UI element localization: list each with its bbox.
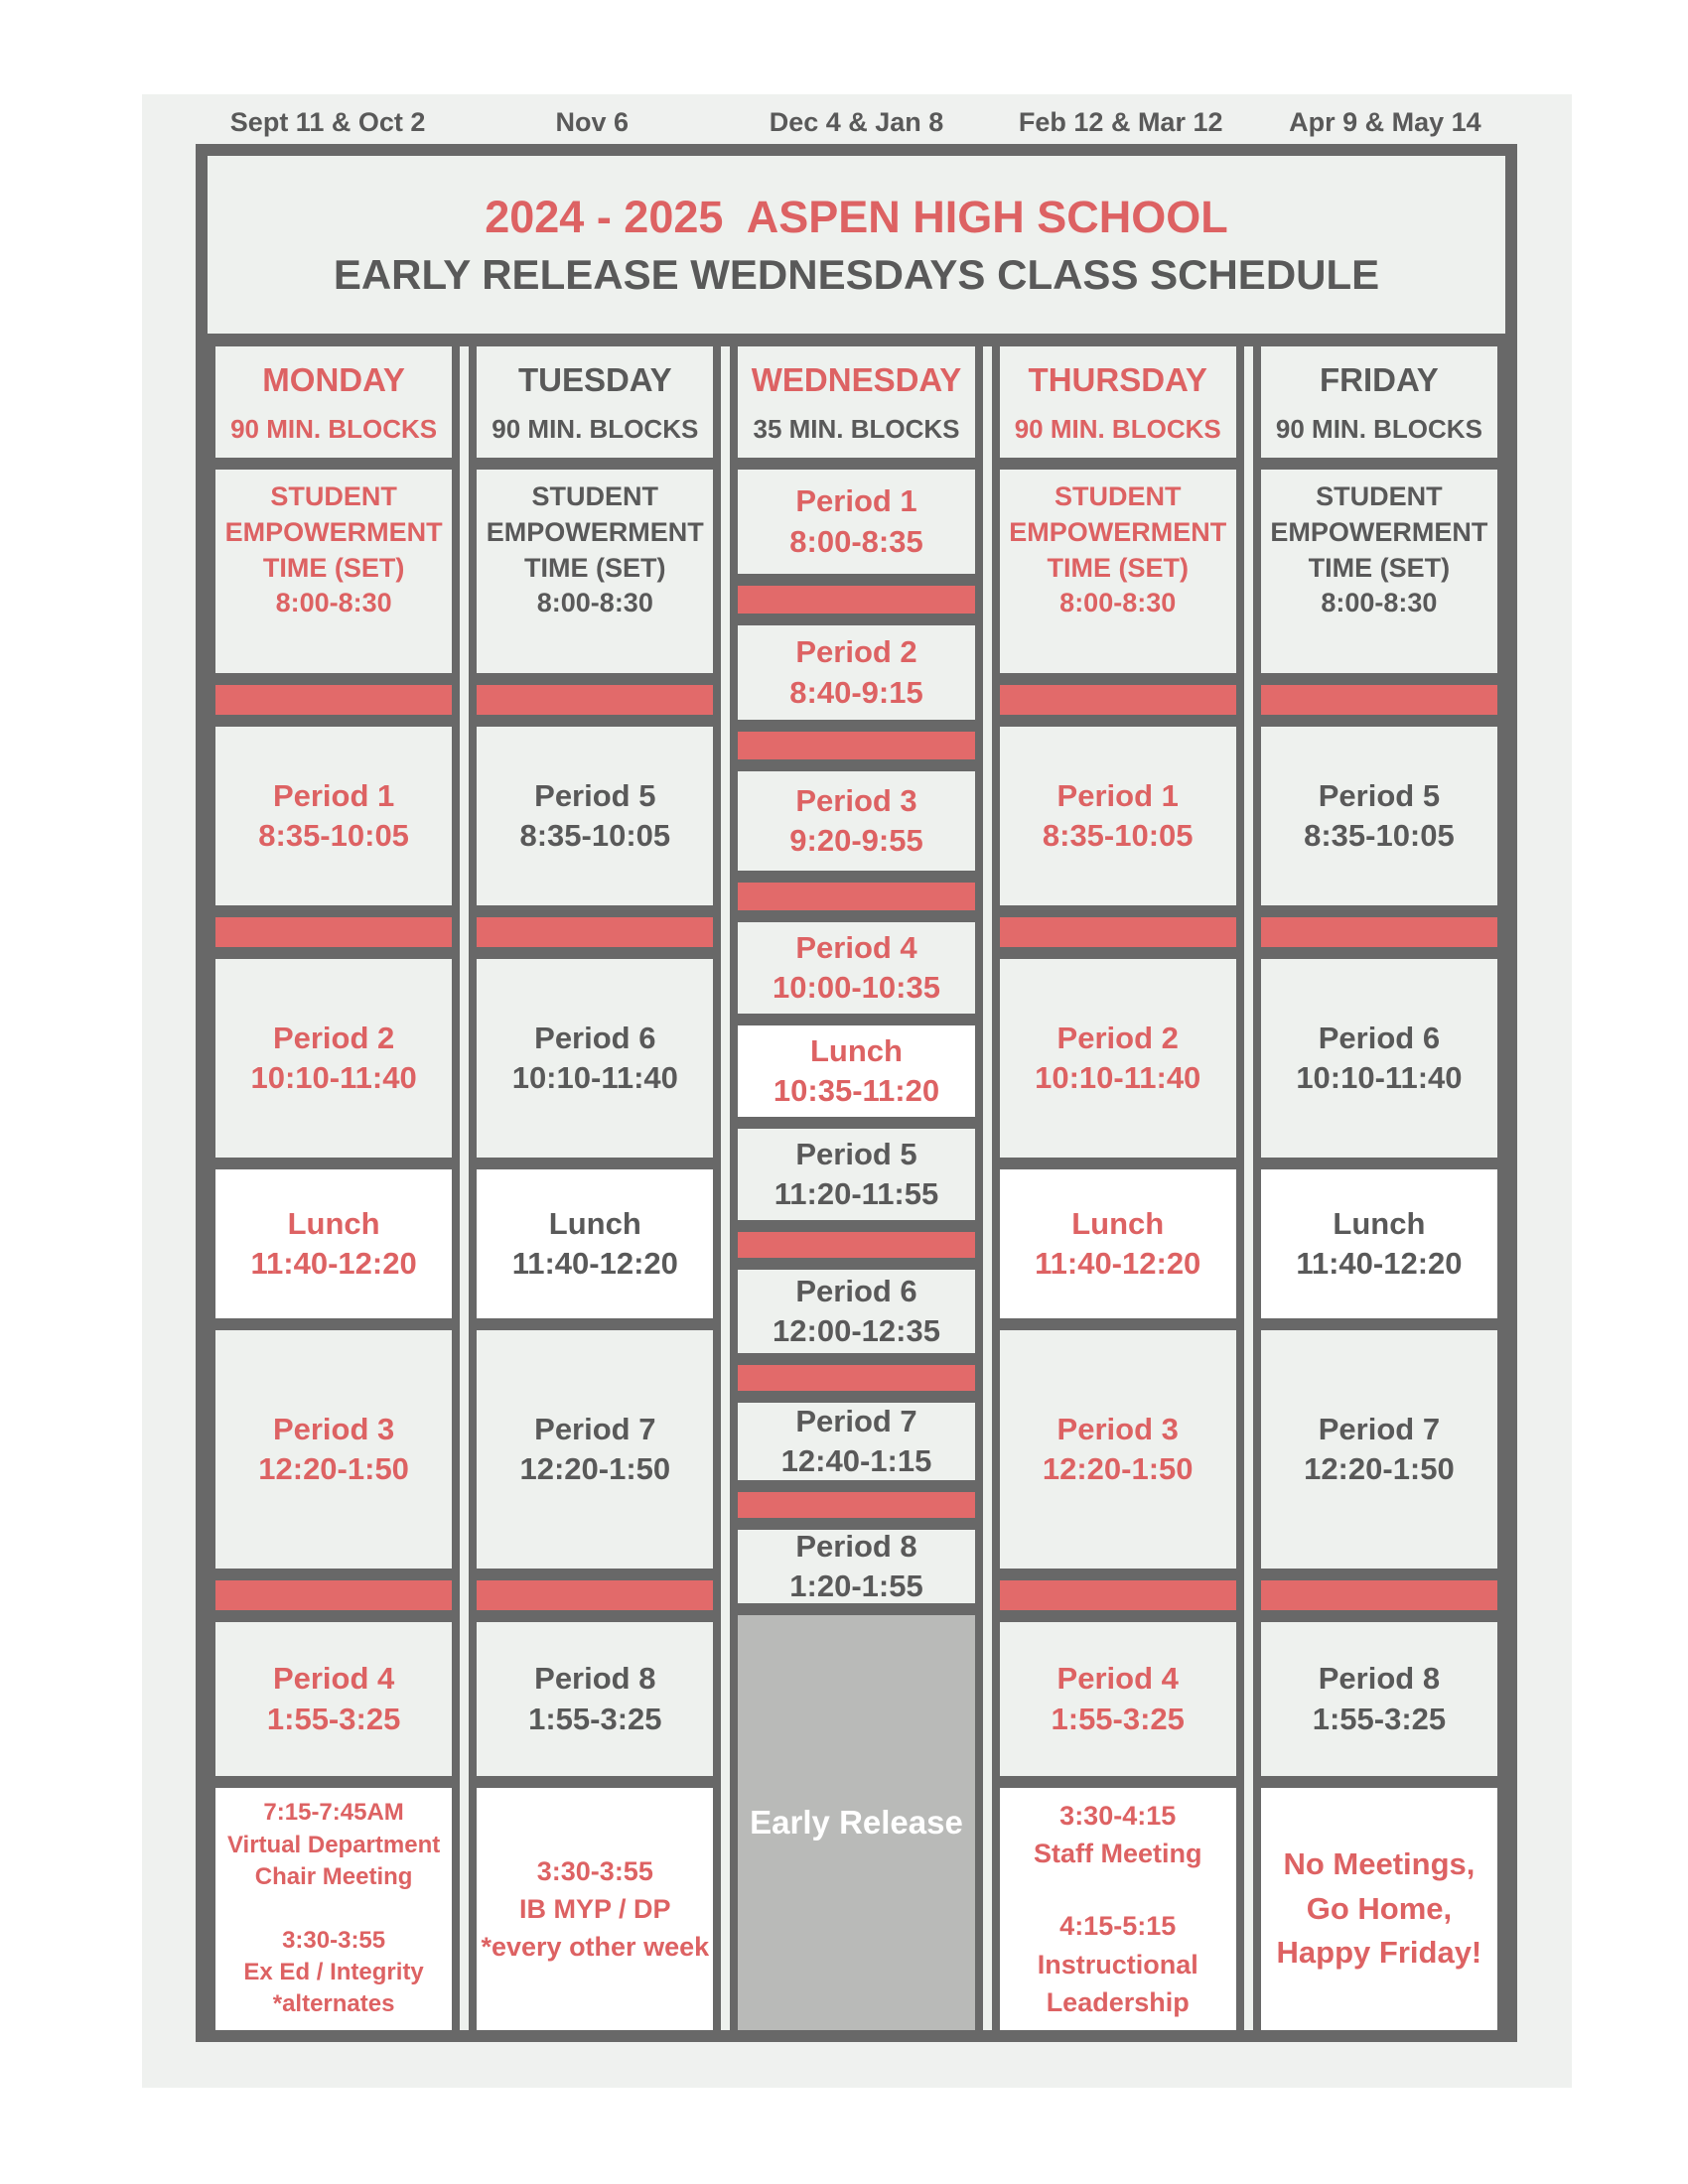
tuesday-meetings-cell	[477, 1788, 713, 2030]
cell-text-line: 11:40-12:20	[1035, 1246, 1201, 1281]
cell-text-line: TIME (SET)	[1047, 552, 1189, 583]
wednesday-red-separator-bar	[738, 883, 974, 910]
cell-text-line: 12:20-1:50	[1304, 1451, 1455, 1486]
cell-text-line: 10:10-11:40	[1296, 1060, 1463, 1095]
tuesday-blocks-label: 90 MIN. BLOCKS	[492, 413, 699, 444]
cell-text-line: 3:30-4:15	[1059, 1800, 1177, 1831]
tuesday-red-separator-bar	[477, 917, 713, 947]
friday-period-8-cell	[1261, 1622, 1497, 1776]
wednesday-red-separator-bar	[738, 1365, 974, 1391]
monday-red-separator-bar	[215, 917, 452, 947]
cell-text-line: Period 8	[1318, 1661, 1441, 1697]
cell-text-line: 10:10-11:40	[511, 1060, 678, 1095]
tuesday-red-separator-bar	[477, 685, 713, 715]
cell-text-line: 9:20-9:55	[789, 823, 923, 858]
cell-text-line: 8:00-8:30	[1059, 588, 1177, 618]
tuesday-period-6-cell	[477, 959, 713, 1158]
cell-text-line: 10:10-11:40	[250, 1060, 417, 1095]
cell-text-line: STUDENT	[1316, 481, 1443, 512]
cell-text-line: Leadership	[1046, 1987, 1190, 2018]
friday-day-label: FRIDAY	[1320, 360, 1439, 398]
cell-text-line: *alternates	[272, 1990, 395, 2018]
thursday-meetings-cell	[1000, 1788, 1236, 2030]
cell-text-line: STUDENT	[531, 481, 659, 512]
date-label-tuesday-column: Nov 6	[555, 107, 630, 137]
thursday-period-1-cell	[1000, 727, 1236, 905]
wednesday-period-6-cell	[738, 1270, 974, 1353]
cell-text-line: Virtual Department	[226, 1831, 441, 1858]
cell-text-line: Instructional	[1037, 1949, 1198, 1979]
cell-text-line: EMPOWERMENT	[1270, 516, 1488, 547]
monday-blocks-label: 90 MIN. BLOCKS	[230, 413, 438, 444]
wednesday-period-1-cell	[738, 470, 974, 574]
cell-text-line: Period 2	[795, 634, 917, 670]
wednesday-header-cell	[738, 346, 974, 458]
cell-text-line: Period 1	[1056, 777, 1179, 813]
cell-text-line: Period 7	[534, 1411, 656, 1446]
cell-text-line: Period 8	[534, 1661, 656, 1697]
cell-text-line: Period 5	[1318, 777, 1441, 813]
wednesday-lunch-cell	[738, 1025, 974, 1117]
cell-text-line: Period 1	[272, 777, 395, 813]
cell-text-line: Period 4	[1056, 1661, 1179, 1697]
title-school-year: 2024 - 2025 ASPEN HIGH SCHOOL	[485, 191, 1228, 242]
cell-text-line: Period 6	[795, 1273, 917, 1308]
cell-text-line: Period 3	[1056, 1411, 1179, 1446]
cell-text-line: Period 2	[1056, 1020, 1179, 1055]
cell-text-line: Period 5	[795, 1136, 917, 1171]
cell-text-line: 1:20-1:55	[789, 1569, 923, 1603]
monday-set-cell	[215, 470, 452, 673]
cell-text-line: EMPOWERMENT	[224, 516, 443, 547]
cell-text-line: Go Home,	[1306, 1890, 1453, 1926]
thursday-day-label: THURSDAY	[1028, 360, 1207, 398]
column-thursday	[992, 346, 1244, 2030]
wednesday-red-separator-bar	[738, 732, 974, 759]
cell-text-line: Period 7	[795, 1403, 917, 1438]
cell-text-line: Period 4	[795, 929, 917, 965]
cell-text-line: EMPOWERMENT	[486, 516, 704, 547]
cell-text-line: 11:40-12:20	[511, 1246, 678, 1281]
cell-text-line: Lunch	[1071, 1205, 1165, 1241]
cell-text-line: 10:00-10:35	[773, 970, 940, 1005]
cell-text-line: 3:30-3:55	[282, 1926, 386, 1954]
column-monday	[208, 346, 460, 2030]
cell-text-line: 10:10-11:40	[1035, 1060, 1201, 1095]
cell-text-line: Lunch	[287, 1205, 380, 1241]
cell-text-line: STUDENT	[270, 481, 397, 512]
cell-text-line: Period 7	[1318, 1411, 1441, 1446]
cell-text-line: 12:20-1:50	[258, 1451, 409, 1486]
monday-red-separator-bar	[215, 685, 452, 715]
monday-header-cell	[215, 346, 452, 458]
friday-period-5-cell	[1261, 727, 1497, 905]
cell-text-line: 8:35-10:05	[258, 818, 409, 853]
friday-set-cell	[1261, 470, 1497, 673]
cell-text-line: 8:35-10:05	[519, 818, 671, 853]
schedule-columns	[208, 346, 1505, 2030]
cell-text-line: Period 2	[272, 1020, 395, 1055]
cell-text-line: IB MYP / DP	[519, 1893, 671, 1924]
cell-text-line: Staff Meeting	[1033, 1838, 1202, 1868]
cell-text-line: 8:35-10:05	[1042, 818, 1194, 853]
cell-text-line: Lunch	[1333, 1205, 1426, 1241]
date-label-thursday-column: Feb 12 & Mar 12	[1018, 107, 1223, 137]
cell-text-line: Period 1	[795, 483, 917, 519]
thursday-period-3-cell	[1000, 1330, 1236, 1569]
cell-text-line: 8:00-8:30	[275, 588, 392, 618]
cell-text-line: Period 8	[795, 1528, 917, 1564]
friday-red-separator-bar	[1261, 917, 1497, 947]
cell-text-line: 3:30-3:55	[536, 1855, 653, 1886]
wednesday-day-label: WEDNESDAY	[751, 360, 962, 398]
monday-period-1-cell	[215, 727, 452, 905]
tuesday-lunch-cell	[477, 1169, 713, 1318]
wednesday-period-8-cell	[738, 1530, 974, 1603]
cell-text-line: Lunch	[810, 1032, 903, 1068]
cell-text-line: 8:00-8:35	[789, 523, 923, 559]
monday-period-2-cell	[215, 959, 452, 1158]
schedule-table	[196, 144, 1517, 2042]
monday-lunch-cell	[215, 1169, 452, 1318]
cell-text-line: EMPOWERMENT	[1009, 516, 1227, 547]
schedule-sheet	[142, 94, 1572, 2088]
cell-text-line: TIME (SET)	[1308, 552, 1451, 583]
friday-meetings-cell	[1261, 1788, 1497, 2030]
cell-text-line: No Meetings,	[1283, 1845, 1476, 1881]
cell-text-line: 10:35-11:20	[773, 1073, 940, 1108]
cell-text-line: 1:55-3:25	[1312, 1701, 1447, 1736]
cell-text-line: 1:55-3:25	[266, 1701, 401, 1736]
thursday-red-separator-bar	[1000, 685, 1236, 715]
title-subtitle: EARLY RELEASE WEDNESDAYS CLASS SCHEDULE	[333, 250, 1380, 298]
early-release-label: Early Release	[750, 1804, 963, 1841]
thursday-red-separator-bar	[1000, 1580, 1236, 1610]
cell-text-line: 12:20-1:50	[1042, 1451, 1194, 1486]
cell-text-line: 11:40-12:20	[1296, 1246, 1463, 1281]
cell-text-line: 7:15-7:45AM	[263, 1799, 404, 1827]
cell-text-line: 8:00-8:30	[1321, 588, 1438, 618]
column-tuesday	[469, 346, 721, 2030]
cell-text-line: Period 5	[534, 777, 656, 813]
cell-text-line: Period 6	[534, 1020, 656, 1055]
cell-text-line: 1:55-3:25	[528, 1701, 662, 1736]
wednesday-period-2-cell	[738, 625, 974, 720]
cell-text-line: 12:20-1:50	[519, 1451, 671, 1486]
friday-blocks-label: 90 MIN. BLOCKS	[1275, 413, 1482, 444]
cell-text-line: 8:35-10:05	[1304, 818, 1455, 853]
cell-text-line: 11:40-12:20	[250, 1246, 417, 1281]
monday-meetings-cell	[215, 1788, 452, 2030]
cell-text-line: Period 6	[1318, 1020, 1441, 1055]
friday-period-6-cell	[1261, 959, 1497, 1158]
wednesday-period-5-cell	[738, 1129, 974, 1220]
cell-text-line: Lunch	[548, 1205, 641, 1241]
column-friday	[1253, 346, 1505, 2030]
cell-text-line: 4:15-5:15	[1059, 1911, 1177, 1942]
date-label-monday-column: Sept 11 & Oct 2	[229, 107, 426, 137]
tuesday-day-label: TUESDAY	[517, 360, 672, 398]
friday-red-separator-bar	[1261, 1580, 1497, 1610]
cell-text-line: 8:00-8:30	[536, 588, 653, 618]
date-label-wednesday-column: Dec 4 & Jan 8	[769, 107, 944, 137]
tuesday-set-cell	[477, 470, 713, 673]
friday-header-cell	[1261, 346, 1497, 458]
thursday-lunch-cell	[1000, 1169, 1236, 1318]
cell-text-line: Period 3	[272, 1411, 395, 1446]
cell-text-line: 12:00-12:35	[773, 1313, 940, 1348]
cell-text-line: TIME (SET)	[524, 552, 666, 583]
wednesday-red-separator-bar	[738, 1232, 974, 1258]
thursday-set-cell	[1000, 470, 1236, 673]
cell-text-line: Period 4	[272, 1661, 395, 1697]
cell-text-line: 1:55-3:25	[1051, 1701, 1185, 1736]
date-label-friday-column: Apr 9 & May 14	[1289, 107, 1481, 137]
cell-text-line: STUDENT	[1054, 481, 1182, 512]
schedule-title-cell	[208, 156, 1505, 346]
wednesday-red-separator-bar	[738, 586, 974, 614]
cell-text-line: Period 3	[795, 782, 917, 818]
tuesday-period-5-cell	[477, 727, 713, 905]
wednesday-red-separator-bar	[738, 1492, 974, 1518]
wednesday-period-3-cell	[738, 771, 974, 871]
column-wednesday	[730, 346, 982, 2030]
wednesday-early-release-cell	[738, 1615, 974, 2030]
monday-day-label: MONDAY	[262, 360, 405, 398]
tuesday-red-separator-bar	[477, 1580, 713, 1610]
cell-text-line: TIME (SET)	[262, 552, 405, 583]
tuesday-period-8-cell	[477, 1622, 713, 1776]
cell-text-line: 8:40-9:15	[789, 674, 923, 710]
cell-text-line: 11:20-11:55	[774, 1176, 939, 1211]
tuesday-period-7-cell	[477, 1330, 713, 1569]
cell-text-line: 12:40-1:15	[780, 1443, 932, 1478]
thursday-period-4-cell	[1000, 1622, 1236, 1776]
friday-period-7-cell	[1261, 1330, 1497, 1569]
thursday-red-separator-bar	[1000, 917, 1236, 947]
cell-text-line: Ex Ed / Integrity	[243, 1958, 424, 1985]
cell-text-line: Chair Meeting	[254, 1863, 413, 1891]
cell-text-line: *every other week	[481, 1932, 710, 1963]
tuesday-header-cell	[477, 346, 713, 458]
wednesday-period-7-cell	[738, 1403, 974, 1480]
friday-red-separator-bar	[1261, 685, 1497, 715]
wednesday-blocks-label: 35 MIN. BLOCKS	[753, 413, 960, 444]
wednesday-period-4-cell	[738, 922, 974, 1014]
thursday-header-cell	[1000, 346, 1236, 458]
monday-period-3-cell	[215, 1330, 452, 1569]
friday-lunch-cell	[1261, 1169, 1497, 1318]
thursday-period-2-cell	[1000, 959, 1236, 1158]
early-release-dates-row	[196, 94, 1517, 144]
monday-red-separator-bar	[215, 1580, 452, 1610]
cell-text-line: Happy Friday!	[1276, 1935, 1482, 1971]
thursday-blocks-label: 90 MIN. BLOCKS	[1014, 413, 1221, 444]
monday-period-4-cell	[215, 1622, 452, 1776]
